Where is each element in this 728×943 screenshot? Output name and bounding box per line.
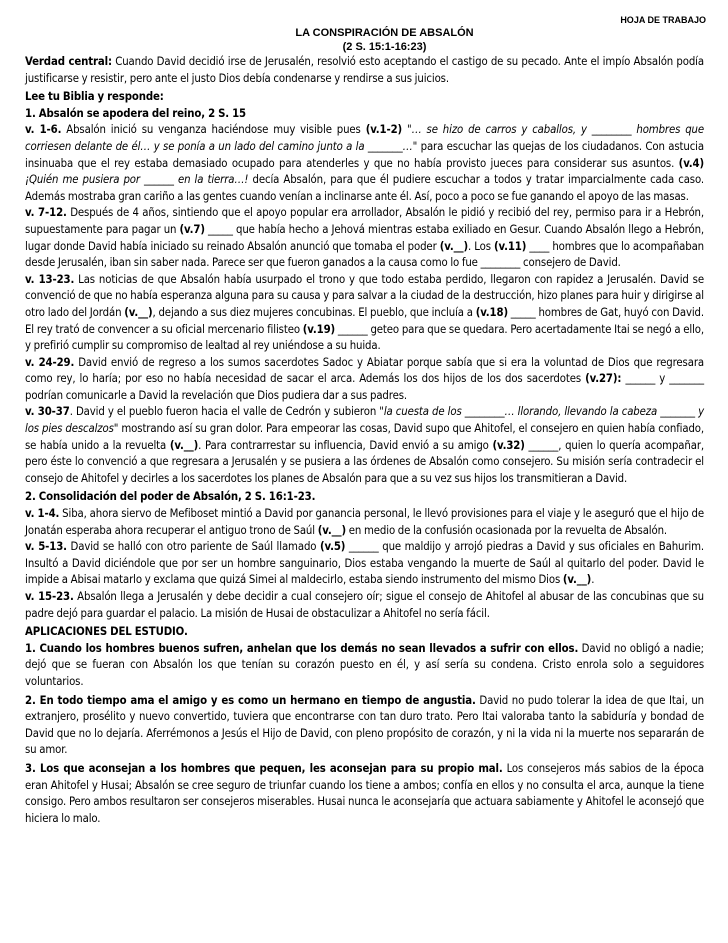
paragraph-s2-v1-4: v. 1-4. Siba, ahora siervo de Mefiboset mintió a David por ganancia personal, le llevó provisiones para el viaje y le aseguró que el hijo de Jonatán esperaba ahora recuperar el antiguo trono de Saúl (v.__) en medio de la confusión ocasionada por la revuelta de Absalón.: [25, 507, 704, 537]
central-truth: [25, 54, 704, 87]
scripture-reference: (2 S. 15:1-16:23): [342, 41, 427, 53]
application-1: 1. Cuando los hombres buenos sufren, anhelan que los demás no sean llevados a sufrir con ellos. David no obligó a nadie; dejó que se fueran con Absalón los que tenían su corazón puesto en él, y así sería su condena. Cristo enrola solo a seguidores voluntarios.: [25, 641, 704, 688]
worksheet-page: [25, 14, 704, 827]
page-title: LA CONSPIRACIÓN DE ABSALÓN: [295, 27, 474, 39]
section-1-heading: 1. Absalón se apodera del reino, 2 S. 15: [25, 106, 246, 120]
section-2-heading: 2. Consolidación del poder de Absalón, 2 S. 16:1-23.: [25, 490, 316, 504]
central-truth-label: Verdad central:: [25, 55, 112, 68]
worksheet-body: [25, 54, 704, 827]
applications-heading: APLICACIONES DEL ESTUDIO.: [25, 625, 188, 639]
worksheet-label: HOJA DE TRABAJO: [620, 15, 706, 25]
central-truth-text: Cuando David decidió irse de Jerusalén, resolvió esto aceptando el castigo de su pecado. Ante el impío Absalón podía justificarse y resistir, pero ante el justo Dios debía condenarse y rendirse a sus juicios.: [25, 55, 704, 85]
paragraph-v30-37: v. 30-37. David y el pueblo fueron hacia el valle de Cedrón y subieron "la cuesta de los ________… llorando, llevando la cabeza _______ y los pies descalzos" mostrando así su gran dolor. Para empeorar las cosas, David supo que Ahitofel, el consejero en quien había confiado, se había unido a la revuelta (v.__). Para contrarrestar su influencia, David envió a su amigo (v.32) ______, quien lo quería acompañar, pero éste lo convenció a que regresara a Jerusalén y se pusiera a las órdenes de Absalón como consejero. Su misión sería contradecir el consejo de Ahitofel y decirles a los sacerdotes los planes de Absalón para que a su vez sus hijos los transmitieran a David.: [25, 405, 704, 485]
instruction: Lee tu Biblia y responde:: [25, 90, 164, 104]
paragraph-v7-12: v. 7-12. Después de 4 años, sintiendo que el apoyo popular era arrollador, Absalón le pidió y recibió del rey, permiso para ir a Hebrón, supuestamente para pagar un (v.7) _____ que había hecho a Jehová mientras estaba exiliado en Gesur. Cuando Absalón llego a Hebrón, lugar donde David había iniciado su reinado Absalón anunció que tomaba el poder (v.__). Los (v.11) ____ hombres que lo acompañaban desde Jerusalén, iban sin saber nada. Parece ser que fueron ganados a la causa como lo fue ________ consejero de David.: [25, 206, 705, 270]
application-3: 3. Los que aconsejan a los hombres que pequen, les aconsejan para su propio mal. Los consejeros más sabios de la época eran Ahitofel y Husai; Absalón se cree seguro de triunfar cuando los tiene a ambos; confía en ellos y no consulta el arca, aunque la tiene consigo. Pero ambos resultaron ser consejeros miserables. Husai nunca le aconsejaría que actuara sabiamente y Ahitofel le aconsejó que hiciera lo malo.: [25, 761, 705, 825]
paragraph-v13-23: v. 13-23. Las noticias de que Absalón había usurpado el trono y que todo estaba perdido, llegaron con rapidez a Jerusalén. David se convenció de que no había esperanza alguna para su causa y para salvar a la ciudad de la destrucción, hizo planes para huir y dirigirse al otro lado del Jordán (v.__), dejando a sus diez mujeres concubinas. El pueblo, que incluía a (v.18) _____ hombres de Gat, huyó con David. El rey trató de convencer a su oficial mercenario filisteo (v.19) ______ geteo para que se quedara. Pero acertadamente Itai se negó a ello, y prefirió cumplir su compromiso de lealtad al rey uniéndose a su huida.: [25, 272, 704, 353]
paragraph-v24-29: v. 24-29. David envió de regreso a los sumos sacerdotes Sadoc y Abiatar porque sabía que si era la voluntad de Dios que regresara como rey, lo haría; por eso no había necesidad de sacar el arca. Además los dos hijos de los dos sacerdotes (v.27): ______ y _______ podrían comunicarle a David la revelación que Dios pudiera dar a sus padres.: [25, 355, 704, 402]
paragraph-s2-v15-23: v. 15-23. Absalón llega a Jerusalén y debe decidir a cual consejero oír; sigue el consejo de Ahitofel al abusar de las concubinas que su padre dejó para guardar el palacio. La misión de Husai de obstaculizar a Ahitofel no sería fácil.: [25, 590, 704, 620]
paragraph-v1-6: v. 1-6. Absalón inició su venganza haciéndose muy visible pues (v.1-2) "… se hizo de carros y caballos, y ________ hombres que corriesen delante de él… y se ponía a un lado del camino junto a la _______…" para escuchar las quejas de los ciudadanos. Con astucia insinuaba que el rey estaba demasiado ocupado para atenderles y que no había provisto jueces para considerar sus asuntos. (v.4) ¡Quién me pusiera por ______ en la tierra…! decía Absalón, para que él pudiere escuchar a todos y tratar imparcialmente cada caso. Además mostraba gran cariño a las gentes cuando venían a inclinarse ante él. Así, poco a poco se fue ganando el apoyo de las masas.: [25, 123, 705, 203]
application-2: 2. En todo tiempo ama el amigo y es como un hermano en tiempo de angustia. David no pudo tolerar la idea de que Itai, un extranjero, prosélito y nuevo convertido, tuviera que encontrarse con tan duro trato. Pero Itai valoraba tanto la sabiduría y bondad de David que no lo dejaría. Aferrémonos a Jesús el Hijo de David, con pleno propósito de corazón, y ni la vida ni la muerte nos separarán de su amor.: [25, 693, 704, 757]
paragraph-s2-v5-13: v. 5-13. David se halló con otro pariente de Saúl llamado (v.5) ______ que maldijo y arrojó piedras a David y sus oficiales en Bahurim. Insultó a David diciéndole que por ser un hombre sanguinario, Dios estaba vengando la muerte de Saúl al quitarlo del poder. David le impide a Abisai matarlo y exclama que quizá Simei al maldecirlo, estaba siendo instrumento del mismo Dios (v.__).: [25, 540, 704, 587]
